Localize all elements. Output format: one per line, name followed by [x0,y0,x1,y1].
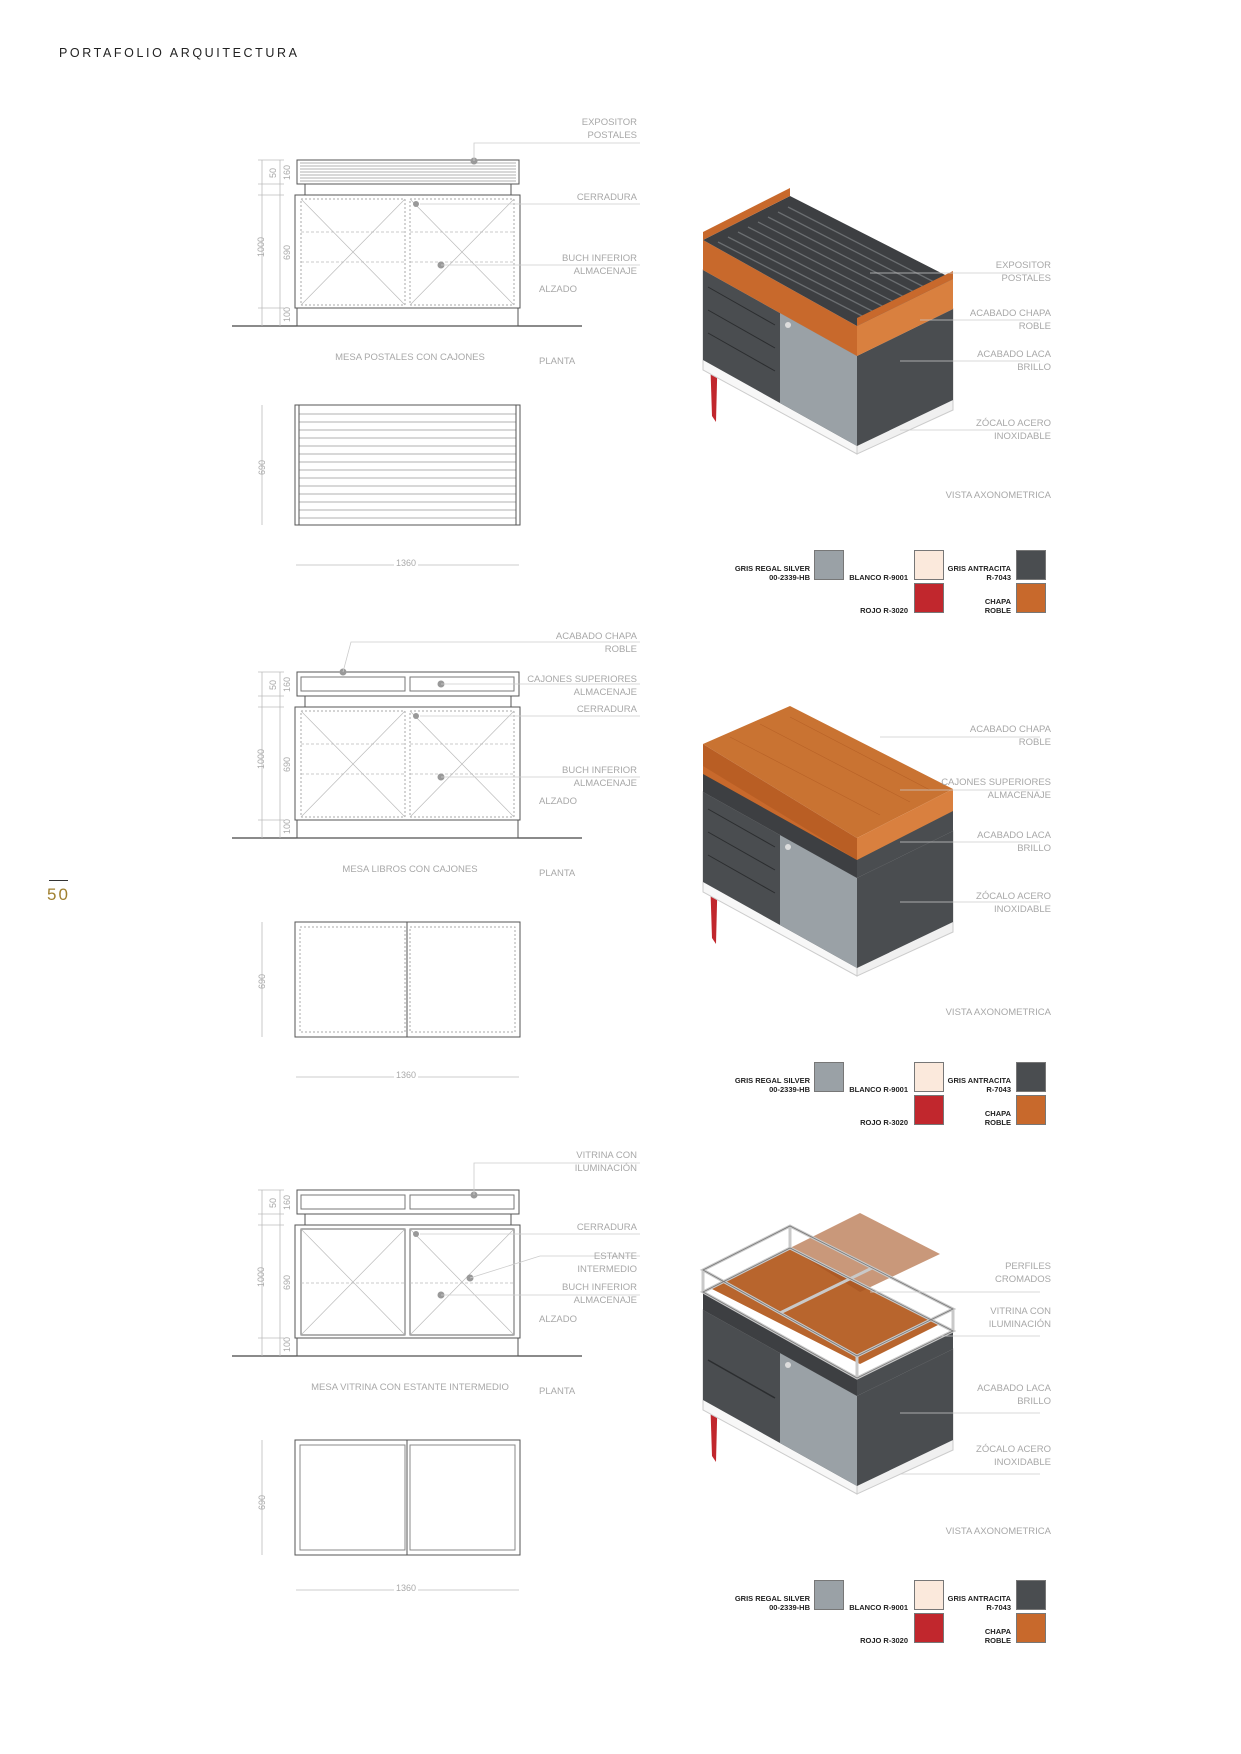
section-title: MESA LIBROS CON CAJONES [342,864,478,875]
label-planta: PLANTA [539,868,576,879]
swatch-label-roble: CHAPA ROBLE [984,1627,1011,1645]
dim-100: 100 [282,818,292,834]
axo-label-laca: ACABADO LACA BRILLO [977,1383,1051,1407]
label-buch: BUCH INFERIOR ALMACENAJE [562,765,637,789]
swatch-label-gris: GRIS REGAL SILVER 00-2339-HB [734,1076,810,1094]
lock-marker [413,713,419,719]
dim-160: 160 [282,1194,292,1210]
swatch-rojo [914,1613,944,1643]
page-header: PORTAFOLIO ARQUITECTURA [59,46,300,60]
section-mesa-postales [0,0,1241,615]
section-mesa-libros [0,512,1241,1127]
dim-50: 50 [268,1197,278,1208]
axo-label-zocalo: ZÓCALO ACERO INOXIDABLE [976,891,1051,915]
dim-160: 160 [282,676,292,692]
section-title: MESA POSTALES CON CAJONES [335,352,485,363]
page-number: 50 [47,885,70,904]
label-buch: BUCH INFERIOR ALMACENAJE [562,253,637,277]
label-alzado: ALZADO [539,1314,578,1325]
dim-plan-690: 690 [257,1494,267,1510]
label-expositor: EXPOSITOR POSTALES [581,117,637,141]
axo-label-perfiles: PERFILES CROMADOS [995,1261,1051,1285]
label-cajones: CAJONES SUPERIORES ALMACENAJE [527,674,637,698]
axo-label-zocalo: ZÓCALO ACERO INOXIDABLE [976,1444,1051,1468]
section-1-drawings [0,0,1241,560]
section-3-drawings [0,1030,1241,1590]
axo-label-chapa: ACABADO CHAPA ROBLE [969,724,1051,748]
label-alzado: ALZADO [539,284,578,295]
dim-50: 50 [268,167,278,178]
dim-1000: 1000 [256,1266,266,1287]
label-acabado-chapa: ACABADO CHAPA ROBLE [555,631,637,655]
dim-1360: 1360 [396,1070,417,1080]
swatch-label-antracita: GRIS ANTRACITA R-7043 [947,564,1011,582]
dim-plan-690: 690 [257,973,267,989]
label-cerradura: CERRADURA [576,704,637,715]
axo-label-cajones: CAJONES SUPERIORES ALMACENAJE [941,777,1051,801]
swatch-label-roble: CHAPA ROBLE [984,597,1011,615]
dim-100: 100 [282,306,292,322]
swatch-label-blanco: BLANCO R-9001 [849,573,908,582]
dim-1360: 1360 [396,558,417,568]
elevation-drawing [232,160,582,326]
dim-690: 690 [282,1274,292,1290]
axo-label-expositor: EXPOSITOR POSTALES [995,260,1051,284]
lock-marker [413,201,419,207]
label-alzado: ALZADO [539,796,578,807]
dim-1000: 1000 [256,236,266,257]
swatch-label-antracita: GRIS ANTRACITA R-7043 [947,1076,1011,1094]
elevation-drawing [232,1190,582,1356]
label-vitrina: VITRINA CON ILUMINACIÓN [574,1150,637,1174]
dim-690: 690 [282,244,292,260]
label-buch: BUCH INFERIOR ALMACENAJE [562,1282,637,1306]
dim-1360: 1360 [396,1583,417,1593]
plan-drawing [295,922,520,1037]
axo-caption: VISTA AXONOMETRICA [945,1007,1051,1018]
swatch-label-blanco: BLANCO R-9001 [849,1085,908,1094]
dim-1000: 1000 [256,748,266,769]
dim-100: 100 [282,1336,292,1352]
dim-plan-690: 690 [257,459,267,475]
swatch-roble [1016,1613,1046,1643]
axonometric-drawing [703,1213,953,1494]
axo-label-vitrina: VITRINA CON ILUMINACIÓN [988,1306,1051,1330]
dim-160: 160 [282,164,292,180]
label-planta: PLANTA [539,356,576,367]
label-cerradura: CERRADURA [576,192,637,203]
swatch-label-gris: GRIS REGAL SILVER 00-2339-HB [734,1594,810,1612]
lock-marker [413,1231,419,1237]
swatch-label-blanco: BLANCO R-9001 [849,1603,908,1612]
axo-label-laca: ACABADO LACA BRILLO [977,830,1051,854]
swatch-blanco [914,1580,944,1610]
dim-50: 50 [268,679,278,690]
swatch-label-rojo: ROJO R-3020 [860,1118,908,1127]
axo-caption: VISTA AXONOMETRICA [945,490,1051,501]
label-estante: ESTANTE INTERMEDIO [577,1251,637,1275]
plan-drawing [295,405,520,525]
dim-690: 690 [282,756,292,772]
swatch-label-rojo: ROJO R-3020 [860,606,908,615]
section-2-drawings [0,512,1241,1072]
swatch-label-rojo: ROJO R-3020 [860,1636,908,1645]
swatch-label-roble: CHAPA ROBLE [984,1109,1011,1127]
axo-label-zocalo: ZÓCALO ACERO INOXIDABLE [976,418,1051,442]
axo-caption: VISTA AXONOMETRICA [945,1526,1051,1537]
section-title: MESA VITRINA CON ESTANTE INTERMEDIO [311,1382,509,1393]
swatch-antracita [1016,1580,1046,1610]
swatch-label-gris: GRIS REGAL SILVER 00-2339-HB [734,564,810,582]
axo-label-chapa: ACABADO CHAPA ROBLE [969,308,1051,332]
swatch-label-antracita: GRIS ANTRACITA R-7043 [947,1594,1011,1612]
section-mesa-vitrina [0,1030,1241,1645]
plan-drawing [295,1440,520,1555]
axo-label-laca: ACABADO LACA BRILLO [977,349,1051,373]
axonometric-drawing [703,706,953,976]
axonometric-drawing [703,188,953,454]
label-planta: PLANTA [539,1386,576,1397]
label-cerradura: CERRADURA [576,1222,637,1233]
swatch-gris-regal [814,1580,844,1610]
